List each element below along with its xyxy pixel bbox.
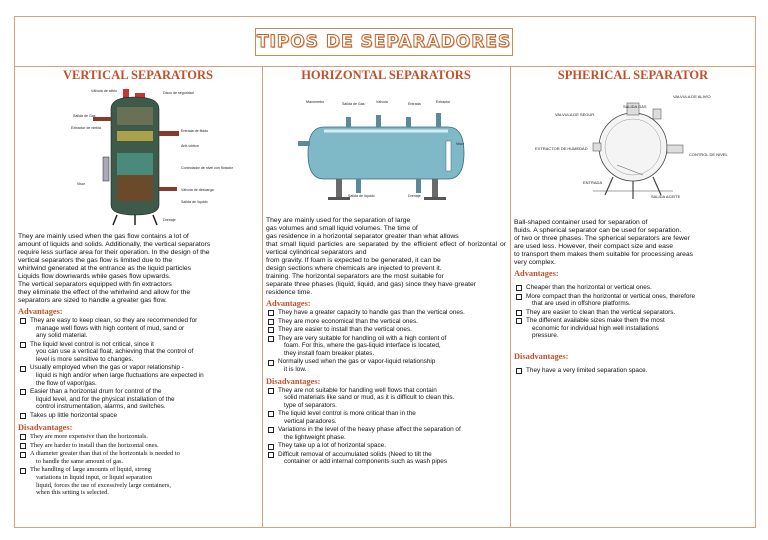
item-line: economic for individual high well installations (532, 324, 659, 332)
item-line: They are very suitable for handling oil with a high content of (278, 334, 447, 342)
description-line: vertical separators the gas flow is limited due to the (18, 257, 173, 265)
advantage-item (266, 318, 506, 326)
item-line: They take up a lot of horizontal space. (278, 442, 386, 450)
item-line: Cheaper than the horizontal or vertical ones. (526, 284, 652, 292)
advantage-item (18, 317, 258, 340)
figure-label: Drenaje (163, 218, 176, 222)
item-line: They are more economical than the vertical ones. (278, 317, 418, 325)
description-line: Liquids flow downwards while gases flow upwards. (18, 273, 171, 281)
figure-label: Salida de Gas (73, 114, 96, 118)
figure-label: EXTRACTOR DE HUMEDAD (535, 146, 588, 151)
figure-label: Salida de Gas (342, 102, 365, 106)
horizontal-disadvantages-list (266, 387, 506, 466)
description-line: separators are sized to handle a greater gas flow. (18, 297, 167, 305)
description-line: whirlwind generated at the entrance as the liquid particles (18, 265, 192, 273)
figure-label: SALIDA ACEITE (651, 194, 681, 199)
advantage-item (266, 309, 506, 317)
figure-label: Válvula (376, 100, 388, 104)
description-line: They are mainly used for the separation of large (266, 217, 411, 224)
description-line: gas residence in a horizontal separator greater than what allows (266, 233, 459, 241)
column-divider-1 (262, 67, 263, 528)
item-line: solid materials like sand or mud, as it is difficult to clean this. (284, 394, 455, 402)
item-line: control instrumentation, alarms, and switches. (36, 403, 166, 411)
description-line: The vertical separators equipped with fin extractors (18, 281, 172, 289)
figure-label: CONTROL DE NIVEL (689, 152, 728, 157)
description-line: require less surface area for their operation. In the design of the (18, 249, 210, 257)
item-line: when this setting is selected. (36, 489, 109, 497)
disadvantage-item (266, 387, 506, 410)
item-line: Normally used when the gas or vapor-liquid relationship (278, 358, 436, 366)
disadvantage-item (266, 426, 506, 441)
spherical-advantages-heading: Advantages: (514, 269, 559, 279)
column-divider-2 (510, 67, 511, 528)
disadvantage-item (18, 466, 258, 496)
horizontal-description (266, 217, 506, 297)
item-line: More compact than the horizontal or vertical ones, therefore (526, 292, 696, 300)
item-line: liquid level, and for the physical installation of the (36, 395, 175, 403)
description-line: residence time. (266, 289, 313, 297)
item-line: Difficult removal of accumulated solids (Need to tilt the (278, 450, 432, 458)
item-line: the lightweight phase. (284, 433, 346, 441)
description-line: separate three phases (liquid, liquid, and gas) since they have greater (266, 281, 477, 289)
item-line: any solid material. (36, 332, 88, 340)
horizontal-vessel-drawing (296, 97, 476, 207)
item-line: foam. For this, where the gas-liquid interface is located, (284, 342, 441, 350)
description-line: design sections where chemicals are injected to prevent it. (266, 265, 442, 273)
item-line: Easier than a horizontal drum for control of the (30, 388, 162, 396)
disadvantage-item (18, 442, 258, 450)
item-line: Usually employed when the gas or vapor relationship - (30, 364, 184, 372)
spherical-heading: SPHERICAL SEPARATOR (557, 68, 709, 82)
description-line: amount of liquids and solids. Additionally, the vertical separators (18, 241, 211, 249)
figure-label: Controlador de nivel con flotador (181, 166, 233, 170)
description-line: they eliminate the effect of the whirlwind and allow for the (18, 289, 191, 297)
vertical-separator-figure (63, 87, 233, 227)
figure-label: Salida de líquido (348, 194, 375, 198)
item-line: The liquid level control is not critical, since it (30, 340, 154, 348)
item-line: They are easier to install than the vertical ones. (278, 326, 412, 334)
description-line: They are mainly used when the gas flow contains a lot of (18, 233, 189, 240)
advantage-item (266, 335, 506, 358)
figure-label: Entrada (408, 102, 421, 106)
advantage-item (18, 412, 258, 420)
figure-label: Disco de seguridad (163, 91, 194, 95)
figure-label: Drenaje (408, 194, 421, 198)
description-line: very complex. (514, 259, 556, 267)
item-line: pressure. (532, 332, 559, 340)
item-line: The liquid level control is more critical than in the (278, 410, 416, 418)
item-line: manage well flows with high content of mud, sand or (36, 324, 185, 332)
item-line: A diameter greater than that of the horizontals is needed to (30, 450, 180, 458)
spherical-disadvantages-list (514, 367, 752, 375)
item-line: Variations in the level of the heavy phase affect the separation of (278, 426, 461, 434)
horizontal-disadvantages-heading: Disadvantages: (266, 376, 321, 386)
spherical-column (514, 68, 752, 374)
item-line: They have a very limited separation space. (526, 366, 648, 374)
item-line: variations in liquid input, or liquid separation (36, 473, 152, 481)
item-line: you can use a vertical float, achieving that the control of (36, 348, 194, 356)
advantage-item (514, 309, 752, 317)
figure-label: Extractor de niebla (71, 126, 101, 130)
item-line: They are easier to clean than the vertical separators. (526, 308, 676, 316)
disadvantage-item (18, 450, 258, 465)
item-line: They are easy to keep clean, so they are recommended for (30, 317, 198, 325)
advantage-item (514, 317, 752, 340)
item-line: type of separators. (284, 401, 337, 409)
vertical-vessel-drawing (63, 87, 213, 227)
disadvantage-item (266, 442, 506, 450)
figure-label: Entrada de fluido (181, 129, 209, 133)
spherical-advantages-list (514, 284, 752, 340)
figure-label: Visor (456, 142, 465, 146)
vertical-advantages-list (18, 317, 258, 419)
item-line: They are not suitable for handling well flows that contain (278, 386, 437, 394)
description-line: fluids. A spherical separator can be used for separation. (514, 227, 682, 235)
item-line: it is low. (284, 365, 307, 373)
vertical-column (18, 68, 258, 497)
spherical-description (514, 219, 752, 267)
description-line: to transport them makes them suitable for processing areas (514, 251, 694, 259)
figure-label: Manómetro (306, 100, 325, 104)
item-line: Takes up little horizontal space (30, 411, 118, 419)
page-title: TIPOS DE SEPARADORES (256, 32, 512, 52)
item-line: the flow of vapor/gas. (36, 379, 97, 387)
item-line: The different available sizes make them the most (526, 317, 665, 325)
item-line: vertical paradores. (284, 417, 337, 425)
horizontal-advantages-heading: Advantages: (266, 299, 311, 309)
advantage-item (18, 388, 258, 411)
item-line: they install foam breaker plates. (284, 349, 375, 357)
advantage-item (514, 284, 752, 292)
figure-label: Visor (77, 182, 86, 186)
figure-label: Anti-vórtice (181, 144, 199, 148)
item-line: They are harder to install than the horizontal ones. (30, 441, 159, 449)
description-line: are used less. However, their compact size and ease (514, 243, 674, 251)
description-line: from gravity. If foam is expected to be generated, it can be (266, 257, 441, 265)
figure-label: Extractor (436, 100, 451, 104)
figure-label: VALVULA DE ALIVIO (673, 94, 711, 99)
advantage-item (266, 326, 506, 334)
item-line: that are used in offshore platforms. (532, 300, 631, 308)
figure-label: Válvula de alivio (91, 89, 117, 93)
item-line: container or add internal components such as wash pipes (284, 458, 448, 466)
disadvantage-item (514, 367, 752, 375)
horizontal-separator-figure (296, 97, 476, 207)
item-line: The handling of large amounts of liquid, strong (30, 466, 151, 474)
figure-label: ENTRADA (583, 180, 603, 185)
description-line: training. The horizontal separators are the most suitable for (266, 273, 444, 281)
advantage-item (18, 364, 258, 387)
advantage-item (266, 358, 506, 373)
disadvantage-item (266, 451, 506, 466)
disadvantage-item (18, 433, 258, 441)
figure-label: Válvula de descarga (181, 188, 214, 192)
description-line: of two or three phases. The spherical separators are fewer (514, 235, 690, 243)
spherical-separator-figure (533, 95, 733, 205)
item-line: liquid, forces the use of excessively large containers, (36, 481, 171, 489)
header-divider (14, 66, 756, 67)
item-line: to handle the same amount of gas. (36, 457, 124, 465)
vertical-disadvantages-heading: Disadvantages: (18, 423, 73, 433)
spherical-disadvantages-heading: Disadvantages: (514, 351, 569, 361)
figure-label: Salida de líquido (181, 200, 208, 204)
horizontal-column (266, 68, 506, 466)
vertical-disadvantages-list (18, 433, 258, 496)
description-line: Ball-shaped container used for separation of (514, 219, 648, 226)
vertical-description (18, 233, 258, 305)
horizontal-heading: HORIZONTAL SEPARATORS (301, 68, 471, 82)
figure-label: VALVULA DE SEGUR. (555, 112, 596, 117)
description-line: gas volumes and small liquid volumes. The time of (266, 225, 418, 233)
advantage-item (18, 341, 258, 364)
item-line: They have a greater capacity to handle gas than the vertical ones. (278, 309, 465, 317)
item-line: They are more expensive than the horizontals. (30, 433, 149, 441)
disadvantage-item (266, 410, 506, 425)
vertical-advantages-heading: Advantages: (18, 307, 63, 317)
page-title-box (255, 28, 513, 56)
item-line: level is more sensitive to changes. (36, 355, 134, 363)
vertical-heading: VERTICAL SEPARATORS (63, 68, 213, 82)
item-line: liquid is high and/or when large fluctuations are expected in (36, 371, 204, 379)
horizontal-advantages-list (266, 309, 506, 373)
figure-label: SALIDA GAS (623, 104, 647, 109)
advantage-item (514, 293, 752, 308)
description-line: that small liquid particles are separated by the efficient effect of horizontal or vertical cylindrical separators and (266, 241, 506, 257)
